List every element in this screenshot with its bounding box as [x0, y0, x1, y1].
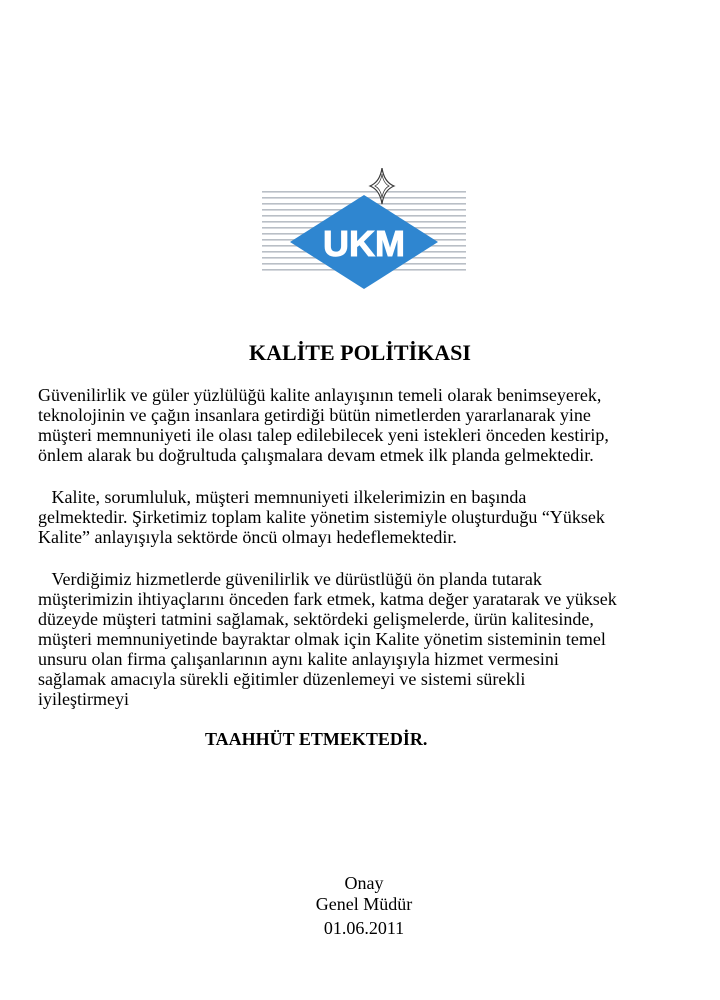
commitment-statement: TAAHHÜT ETMEKTEDİR. — [205, 729, 428, 749]
company-logo — [262, 168, 466, 292]
paragraph-intro: Güvenilirlik ve güler yüzlülüğü kalite anlayışının temeli olarak benimseyerek, teknolojinin ve çağın insanlara getirdiği bütün nimetlerden yararlanarak yine müşteri memnuniyeti ile olası talep edilebilecek yeni istekleri önceden kestirip, önlem alarak bu doğrultuda çalışmalara devam etmek ilk planda gelmektedir. — [38, 385, 609, 465]
signature-role: Genel Müdür — [315, 894, 413, 914]
signature-approval: Onay — [344, 873, 384, 893]
page-title: KALİTE POLİTİKASI — [249, 340, 471, 365]
signature-date: 01.06.2011 — [323, 918, 405, 938]
paragraph-quality: Kalite, sorumluluk, müşteri memnuniyeti ilkelerimizin en başında gelmektedir. Şirketimiz toplam kalite yönetim sistemiyle oluşturduğu “Yüksek Kalite” anlayışıyla sektörde öncü olmayı hedeflemektedir. — [38, 487, 605, 547]
logo-star-icon — [370, 168, 394, 204]
logo-text: UKM — [323, 223, 405, 264]
paragraph-services: Verdiğimiz hizmetlerde güvenilirlik ve dürüstlüğü ön planda tutarak müşterimizin ihtiyaçlarını önceden fark etmek, katma değer yaratarak ve yüksek düzeyde müşteri tatmini sağlamak, sektördeki gelişmelerde, ürün kalitesinde, müşteri memnuniyetinde bayraktar olmak için Kalite yönetim sisteminin temel unsuru olan firma çalışanlarının aynı kalite anlayışıyla hizmet vermesini sağlamak amacıyla sürekli eğitimler düzenlemeyi ve sistemi sürekli iyileştirmeyi — [38, 569, 617, 709]
